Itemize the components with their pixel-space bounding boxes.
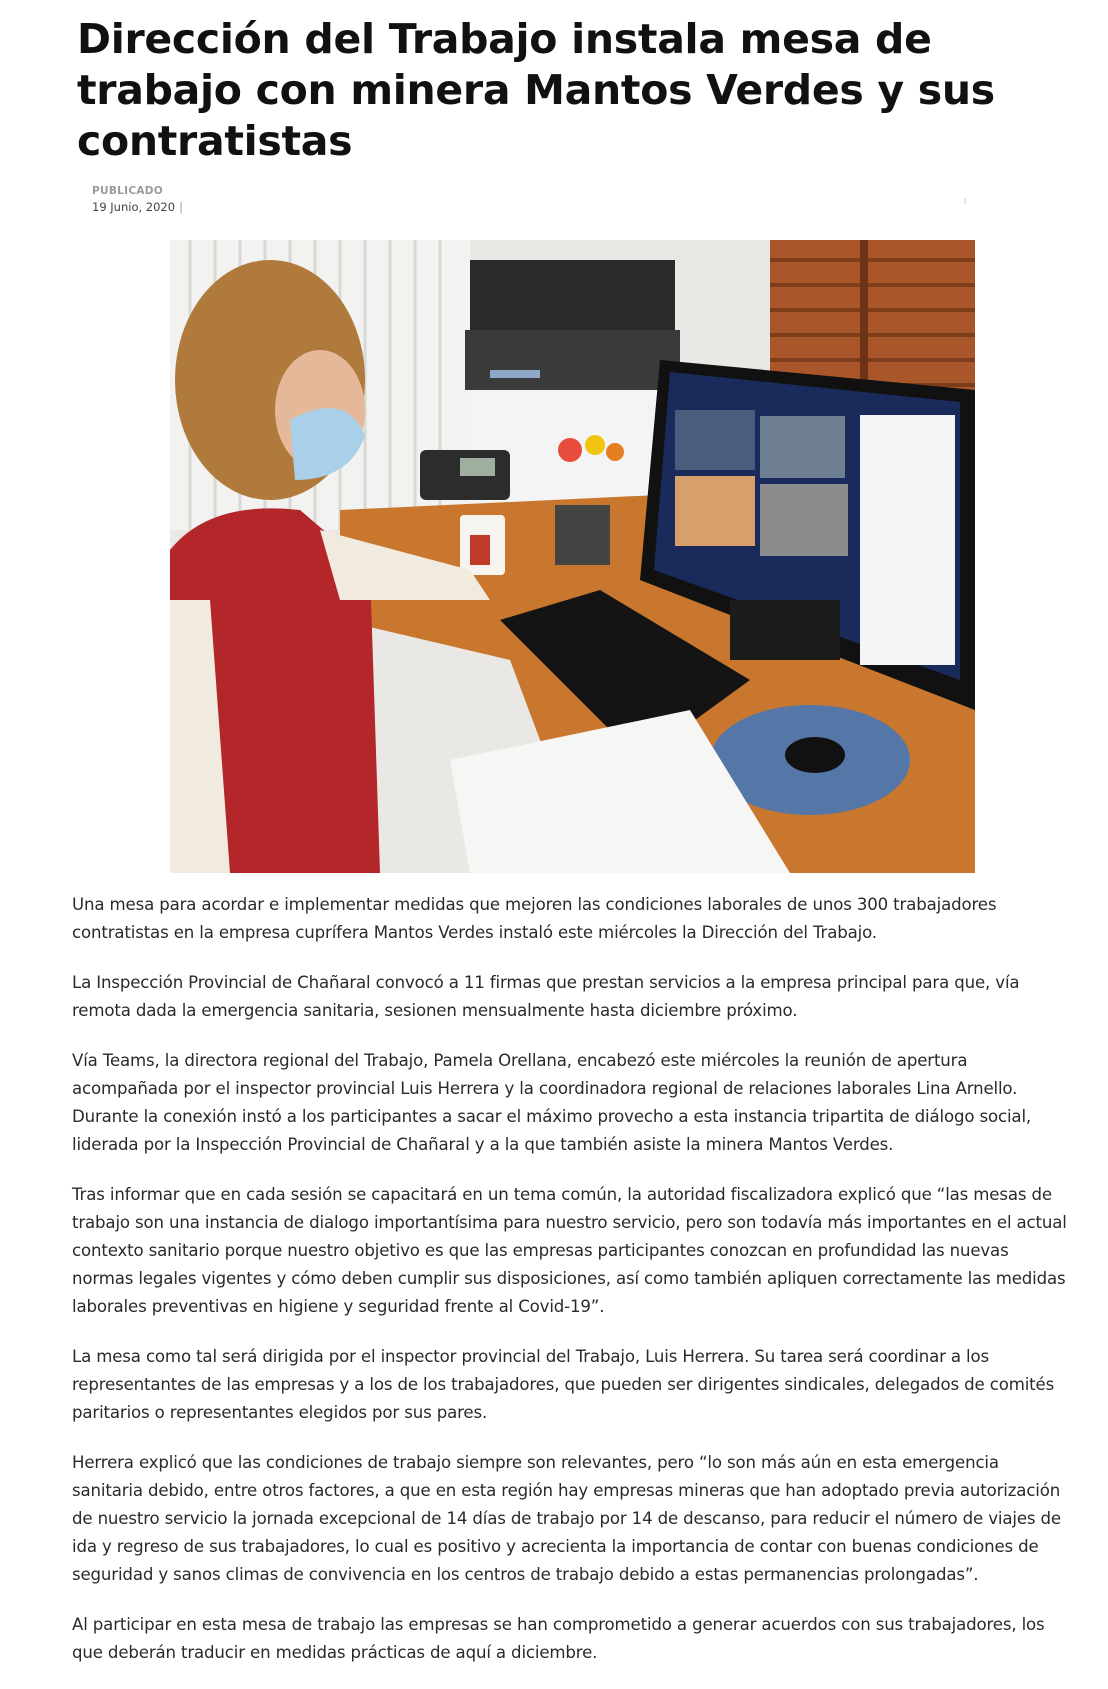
- published-label: PUBLICADO: [92, 185, 163, 197]
- article-title: Dirección del Trabajo instala mesa de trabajo con minera Mantos Verdes y sus contratistas: [77, 15, 995, 165]
- photo-mug: [460, 515, 505, 575]
- photo-desk-phone: [420, 450, 510, 500]
- article-paragraph-7: Al participar en esta mesa de trabajo las empresas se han comprometido a generar acuerdos con sus trabajadores, los que deberán traducir en medidas prácticas de aquí a diciembre.: [72, 1615, 1045, 1662]
- article-paragraph-1: Una mesa para acordar e implementar medidas que mejoren las condiciones laborales de unos 300 trabajadores contratistas en la empresa cuprífera Mantos Verdes instaló este miércoles la Dirección del Trabajo.: [72, 895, 997, 942]
- article-paragraph-6: Herrera explicó que las condiciones de trabajo siempre son relevantes, pero “lo son más aún en esta emergencia sanitaria debido, entre otros factores, a que en esta región hay empresas mineras que han adoptado previa autorización de nuestro servicio la jornada excepcional de 14 días de trabajo por 14 de descanso, para reducir el número de viajes de ida y regreso de sus trabajadores, lo cual es positivo y acrecienta la importancia de contar con buenas condiciones de seguridad y sanos climas de convivencia en los centros de trabajo debido a estas permanencias prolongadas”.: [72, 1453, 1061, 1584]
- article-paragraph-4: Tras informar que en cada sesión se capacitará en un tema común, la autoridad fiscalizadora explicó que “las mesas de trabajo son una instancia de dialogo importantísima para nuestro servicio, pero son todavía más importantes en el actual contexto sanitario porque nuestro objetivo es que las empresas participantes conozcan en profundidad las nuevas normas legales vigentes y cómo deben cumplir sus disposiciones, así como también apliquen correctamente las medidas laborales preventivas en higiene y seguridad frente al Covid-19”.: [72, 1185, 1067, 1316]
- published-date: 19 Junio, 2020: [92, 200, 176, 214]
- article-photo: [170, 240, 975, 873]
- article-paragraph-2: La Inspección Provincial de Chañaral convocó a 11 firmas que prestan servicios a la empresa principal para que, vía remota dada la emergencia sanitaria, sesionen mensualmente hasta diciembre próximo.: [72, 973, 1020, 1020]
- article-meta: [92, 184, 183, 216]
- meta-share-marker: [964, 198, 966, 204]
- article-paragraph-3: Vía Teams, la directora regional del Trabajo, Pamela Orellana, encabezó este miércoles la reunión de apertura acompañada por el inspector provincial Luis Herrera y la coordinadora regional de relaciones laborales Lina Arnello. Durante la conexión instó a los participantes a sacar el máximo provecho a esta instancia tripartita de diálogo social, liderada por la Inspección Provincial de Chañaral y a la que también asiste la minera Mantos Verdes.: [72, 1051, 1032, 1154]
- article-paragraph-5: La mesa como tal será dirigida por el inspector provincial del Trabajo, Luis Herrera. Su tarea será coordinar a los representantes de las empresas y a los de los trabajadores, que pueden ser dirigentes sindicales, delegados de comités paritarios o representantes elegidos por sus pares.: [72, 1347, 1055, 1422]
- published-date-row: [92, 198, 183, 216]
- article-body: [72, 891, 1070, 1689]
- meta-separator: |: [179, 200, 183, 214]
